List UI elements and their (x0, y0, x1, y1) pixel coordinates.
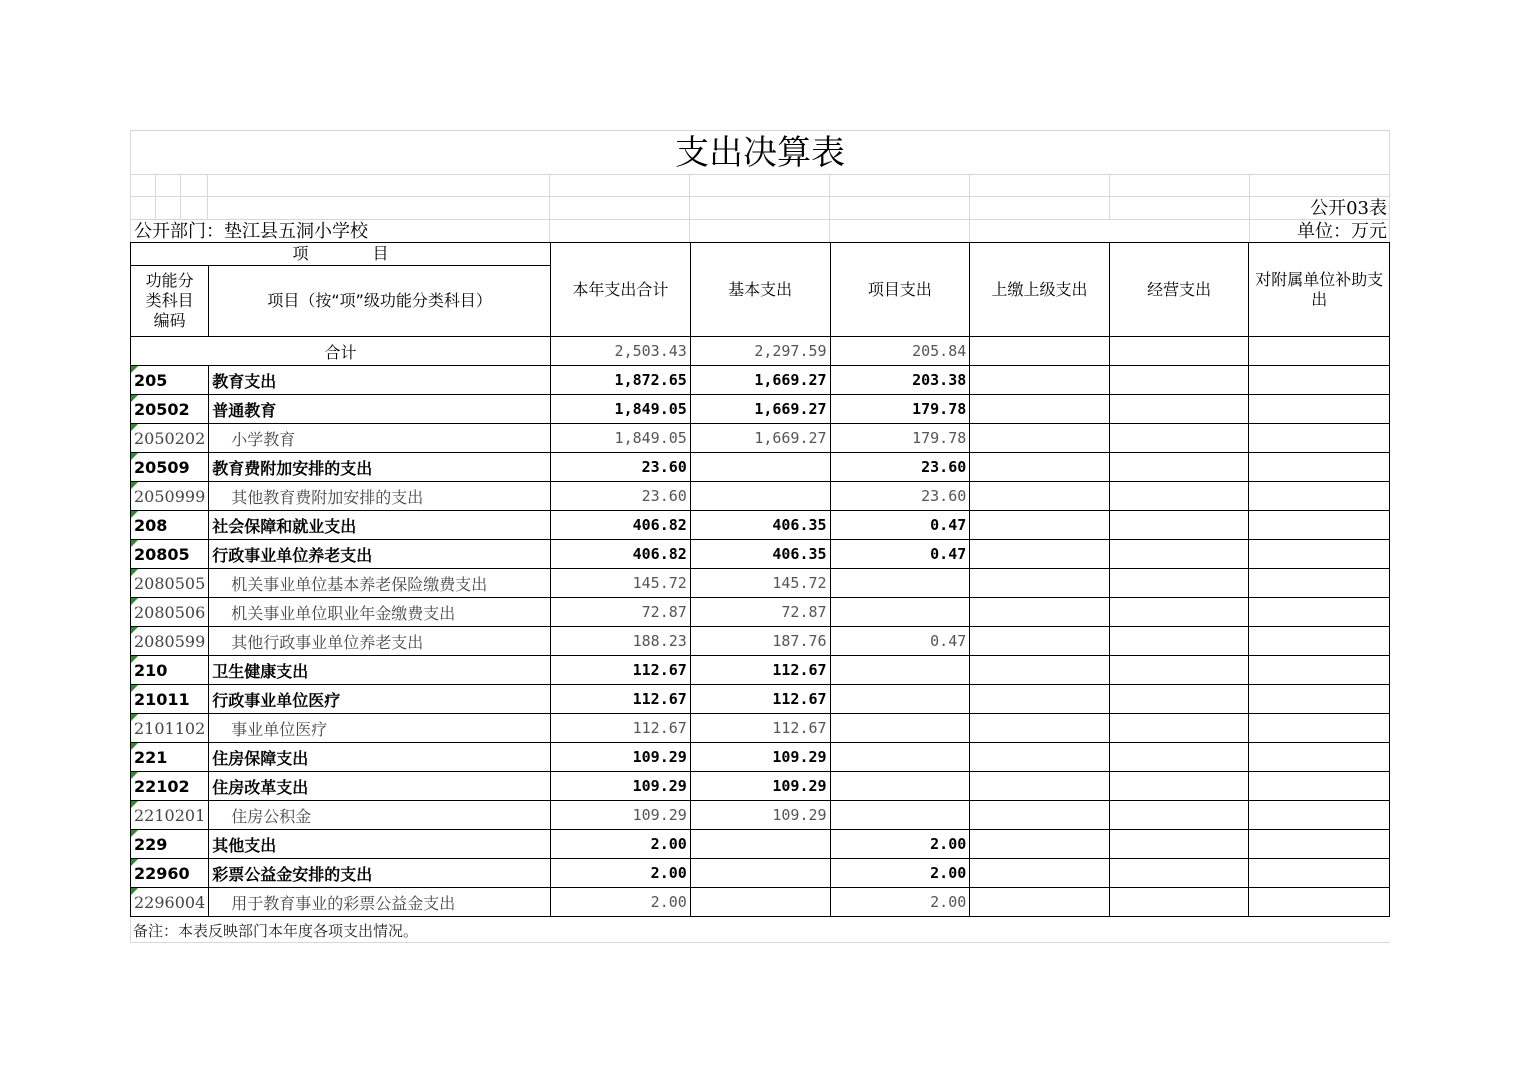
cell-upper (970, 685, 1110, 714)
cell-total: 2.00 (551, 830, 691, 859)
cell-project (830, 743, 970, 772)
cell-total: 1,849.05 (551, 395, 691, 424)
cell-name: 行政事业单位养老支出 (209, 540, 551, 569)
table-row (131, 540, 1390, 569)
header-business: 经营支出 (1109, 243, 1249, 337)
cell-code: 2101102 (131, 714, 209, 743)
header-total: 本年支出合计 (551, 243, 691, 337)
cell-name: 社会保障和就业支出 (209, 511, 551, 540)
table-row (131, 714, 1390, 743)
expenditure-table (130, 242, 1390, 917)
cell-name: 教育支出 (209, 366, 551, 395)
cell-business (1109, 888, 1249, 917)
cell-total: 406.82 (551, 511, 691, 540)
cell-business (1109, 859, 1249, 888)
cell-total: 109.29 (551, 772, 691, 801)
cell-subsidy (1249, 772, 1390, 801)
cell-name: 普通教育 (209, 395, 551, 424)
cell-business (1109, 743, 1249, 772)
cell-basic: 406.35 (690, 511, 830, 540)
cell-project (830, 685, 970, 714)
cell-name: 用于教育事业的彩票公益金支出 (209, 888, 551, 917)
cell-total: 2.00 (551, 888, 691, 917)
cell-upper (970, 424, 1110, 453)
cell-basic: 1,669.27 (690, 366, 830, 395)
cell-subsidy (1249, 714, 1390, 743)
header-code: 功能分类科目编码 (131, 266, 209, 337)
cell-business (1109, 598, 1249, 627)
cell-project: 0.47 (830, 511, 970, 540)
header-project-group: 项 目 (131, 243, 551, 266)
cell-upper (970, 627, 1110, 656)
cell-basic (690, 453, 830, 482)
cell-basic: 145.72 (690, 569, 830, 598)
cell-basic: 187.76 (690, 627, 830, 656)
cell-project: 0.47 (830, 540, 970, 569)
cell-basic: 72.87 (690, 598, 830, 627)
total-total: 2,503.43 (551, 337, 691, 366)
cell-project: 179.78 (830, 395, 970, 424)
table-row (131, 656, 1390, 685)
cell-project: 2.00 (830, 859, 970, 888)
unit-label: 单位：万元 (1297, 221, 1387, 242)
cell-basic (690, 888, 830, 917)
cell-name: 住房保障支出 (209, 743, 551, 772)
cell-business (1109, 366, 1249, 395)
cell-project: 179.78 (830, 424, 970, 453)
cell-upper (970, 801, 1110, 830)
cell-code: 210 (131, 656, 209, 685)
table-row (131, 772, 1390, 801)
cell-basic: 112.67 (690, 685, 830, 714)
cell-project: 203.38 (830, 366, 970, 395)
cell-project (830, 801, 970, 830)
total-basic: 2,297.59 (690, 337, 830, 366)
cell-project: 23.60 (830, 453, 970, 482)
cell-basic: 109.29 (690, 743, 830, 772)
cell-business (1109, 511, 1249, 540)
expenditure-sheet (130, 130, 1390, 943)
table-row (131, 482, 1390, 511)
form-code: 公开03表 (1310, 198, 1387, 219)
cell-subsidy (1249, 366, 1390, 395)
cell-total: 112.67 (551, 714, 691, 743)
cell-upper (970, 540, 1110, 569)
cell-upper (970, 511, 1110, 540)
cell-subsidy (1249, 656, 1390, 685)
cell-subsidy (1249, 395, 1390, 424)
cell-project (830, 569, 970, 598)
cell-basic (690, 830, 830, 859)
cell-subsidy (1249, 569, 1390, 598)
cell-code: 20502 (131, 395, 209, 424)
cell-name: 其他支出 (209, 830, 551, 859)
cell-code: 20509 (131, 453, 209, 482)
cell-project (830, 656, 970, 685)
cell-name: 小学教育 (209, 424, 551, 453)
cell-subsidy (1249, 801, 1390, 830)
cell-upper (970, 569, 1110, 598)
cell-subsidy (1249, 627, 1390, 656)
cell-code: 2080505 (131, 569, 209, 598)
cell-code: 2080599 (131, 627, 209, 656)
cell-total: 188.23 (551, 627, 691, 656)
header-basic: 基本支出 (690, 243, 830, 337)
cell-code: 2296004 (131, 888, 209, 917)
cell-code: 20805 (131, 540, 209, 569)
cell-total: 109.29 (551, 743, 691, 772)
cell-project: 0.47 (830, 627, 970, 656)
cell-basic: 1,669.27 (690, 424, 830, 453)
cell-upper (970, 743, 1110, 772)
table-row (131, 395, 1390, 424)
cell-name: 卫生健康支出 (209, 656, 551, 685)
cell-total: 2.00 (551, 859, 691, 888)
cell-code: 221 (131, 743, 209, 772)
cell-name: 住房公积金 (209, 801, 551, 830)
cell-business (1109, 569, 1249, 598)
cell-name: 机关事业单位职业年金缴费支出 (209, 598, 551, 627)
page-title: 支出决算表 (675, 133, 845, 173)
cell-upper (970, 656, 1110, 685)
cell-basic (690, 859, 830, 888)
cell-basic (690, 482, 830, 511)
cell-name: 事业单位医疗 (209, 714, 551, 743)
cell-upper (970, 366, 1110, 395)
cell-project: 2.00 (830, 830, 970, 859)
cell-name: 机关事业单位基本养老保险缴费支出 (209, 569, 551, 598)
cell-upper (970, 830, 1110, 859)
cell-total: 406.82 (551, 540, 691, 569)
cell-project (830, 714, 970, 743)
cell-project: 2.00 (830, 888, 970, 917)
cell-subsidy (1249, 598, 1390, 627)
cell-name: 教育费附加安排的支出 (209, 453, 551, 482)
table-row (131, 511, 1390, 540)
cell-subsidy (1249, 482, 1390, 511)
cell-upper (970, 888, 1110, 917)
cell-project (830, 772, 970, 801)
cell-business (1109, 395, 1249, 424)
cell-subsidy (1249, 424, 1390, 453)
cell-upper (970, 714, 1110, 743)
cell-subsidy (1249, 743, 1390, 772)
table-row (131, 685, 1390, 714)
cell-basic: 1,669.27 (690, 395, 830, 424)
cell-business (1109, 801, 1249, 830)
total-project: 205.84 (830, 337, 970, 366)
table-row (131, 453, 1390, 482)
cell-name: 其他教育费附加安排的支出 (209, 482, 551, 511)
cell-business (1109, 714, 1249, 743)
cell-business (1109, 540, 1249, 569)
table-row (131, 743, 1390, 772)
cell-total: 112.67 (551, 685, 691, 714)
cell-basic: 112.67 (690, 714, 830, 743)
total-business (1109, 337, 1249, 366)
cell-upper (970, 598, 1110, 627)
footnote: 备注：本表反映部门本年度各项支出情况。 (133, 922, 419, 940)
cell-subsidy (1249, 685, 1390, 714)
cell-upper (970, 395, 1110, 424)
cell-total: 1,849.05 (551, 424, 691, 453)
table-row (131, 801, 1390, 830)
total-subsidy (1249, 337, 1390, 366)
cell-code: 208 (131, 511, 209, 540)
cell-code: 2050999 (131, 482, 209, 511)
cell-code: 2210201 (131, 801, 209, 830)
table-row (131, 859, 1390, 888)
table-row (131, 627, 1390, 656)
table-row (131, 424, 1390, 453)
cell-subsidy (1249, 453, 1390, 482)
header-project: 项目支出 (830, 243, 970, 337)
table-row (131, 366, 1390, 395)
cell-subsidy (1249, 830, 1390, 859)
cell-code: 2050202 (131, 424, 209, 453)
cell-business (1109, 627, 1249, 656)
cell-total: 112.67 (551, 656, 691, 685)
department-label: 公开部门：垫江县五洞小学校 (134, 221, 368, 242)
cell-code: 21011 (131, 685, 209, 714)
cell-basic: 112.67 (690, 656, 830, 685)
cell-business (1109, 656, 1249, 685)
header-name: 项目（按“项”级功能分类科目） (209, 266, 551, 337)
table-row (131, 598, 1390, 627)
cell-project (830, 598, 970, 627)
cell-code: 22102 (131, 772, 209, 801)
cell-total: 109.29 (551, 801, 691, 830)
cell-code: 229 (131, 830, 209, 859)
cell-code: 22960 (131, 859, 209, 888)
total-row (131, 337, 1390, 366)
cell-business (1109, 685, 1249, 714)
cell-name: 住房改革支出 (209, 772, 551, 801)
cell-upper (970, 482, 1110, 511)
cell-upper (970, 453, 1110, 482)
header-upper: 上缴上级支出 (970, 243, 1110, 337)
cell-subsidy (1249, 888, 1390, 917)
cell-business (1109, 830, 1249, 859)
table-row (131, 888, 1390, 917)
table-row (131, 830, 1390, 859)
cell-total: 145.72 (551, 569, 691, 598)
cell-subsidy (1249, 540, 1390, 569)
cell-total: 1,872.65 (551, 366, 691, 395)
total-upper (970, 337, 1110, 366)
cell-upper (970, 859, 1110, 888)
table-row (131, 569, 1390, 598)
total-label: 合计 (131, 337, 551, 366)
cell-total: 72.87 (551, 598, 691, 627)
cell-code: 205 (131, 366, 209, 395)
cell-upper (970, 772, 1110, 801)
cell-subsidy (1249, 859, 1390, 888)
cell-business (1109, 424, 1249, 453)
cell-name: 彩票公益金安排的支出 (209, 859, 551, 888)
cell-business (1109, 482, 1249, 511)
cell-total: 23.60 (551, 482, 691, 511)
header-subsidy: 对附属单位补助支出 (1249, 243, 1390, 337)
cell-code: 2080506 (131, 598, 209, 627)
cell-total: 23.60 (551, 453, 691, 482)
cell-basic: 109.29 (690, 801, 830, 830)
cell-subsidy (1249, 511, 1390, 540)
cell-business (1109, 772, 1249, 801)
cell-business (1109, 453, 1249, 482)
cell-basic: 406.35 (690, 540, 830, 569)
cell-name: 行政事业单位医疗 (209, 685, 551, 714)
cell-basic: 109.29 (690, 772, 830, 801)
cell-name: 其他行政事业单位养老支出 (209, 627, 551, 656)
cell-project: 23.60 (830, 482, 970, 511)
